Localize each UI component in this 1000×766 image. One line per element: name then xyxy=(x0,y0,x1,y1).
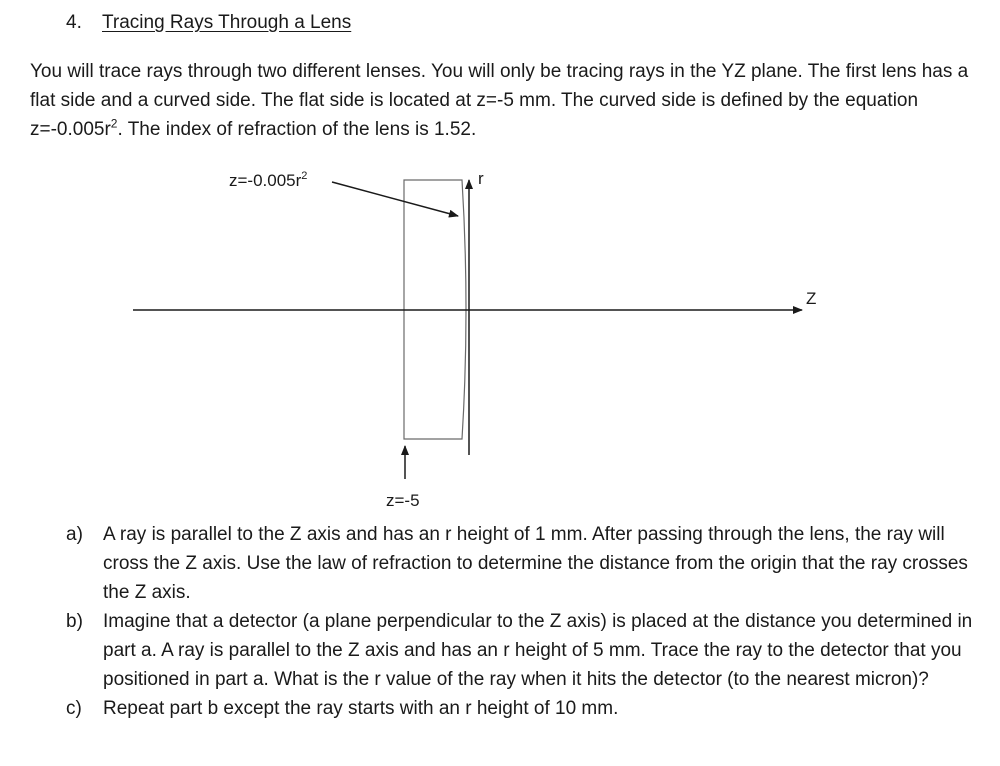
flat-side-label: z=-5 xyxy=(386,491,420,510)
part-a-text: A ray is parallel to the Z axis and has an r height of 1 mm. After passing through the lens, the ray will cross the Z axis. Use the law of refraction to determine the distance from the origin that the ray crosses the Z axis. xyxy=(103,524,968,603)
problem-title: Tracing Rays Through a Lens xyxy=(102,12,352,33)
part-a xyxy=(0,520,973,607)
part-b-marker: b) xyxy=(66,611,83,632)
intro-exponent: 2 xyxy=(110,116,118,131)
part-c-text: Repeat part b except the ray starts with an r height of 10 mm. xyxy=(103,698,619,719)
lens-diagram xyxy=(0,150,1000,520)
surface-equation-label: $z=-0.005r^2$ xyxy=(229,170,308,190)
problem-number: 4. xyxy=(66,12,82,33)
part-b-text: Imagine that a detector (a plane perpendicular to the Z axis) is placed at the distance you determined in part a. A ray is parallel to the Z axis and has an r height of 5 mm. Trace the ray to the detector that you positioned in part a. What is the r value of the ray when it hits the detector (to the nearest micron)? xyxy=(103,611,973,690)
z-axis-label: Z xyxy=(806,289,817,308)
intro-text: You will trace rays through two different lenses. You will only be tracing rays in the YZ plane. The first lens has a flat side and a curved side. The flat side is located at z=-5 mm. The curved side is defined by the equation z=-0.005r xyxy=(30,61,969,140)
part-b xyxy=(0,607,973,694)
part-c-marker: c) xyxy=(66,698,82,719)
intro-paragraph xyxy=(30,57,980,144)
question-parts xyxy=(0,520,1000,723)
problem-heading xyxy=(66,12,351,34)
intro-text-end: . The index of refraction of the lens is 1.52. xyxy=(117,119,477,140)
part-c xyxy=(0,694,973,723)
r-axis-label: r xyxy=(478,169,484,188)
part-a-marker: a) xyxy=(66,524,83,545)
